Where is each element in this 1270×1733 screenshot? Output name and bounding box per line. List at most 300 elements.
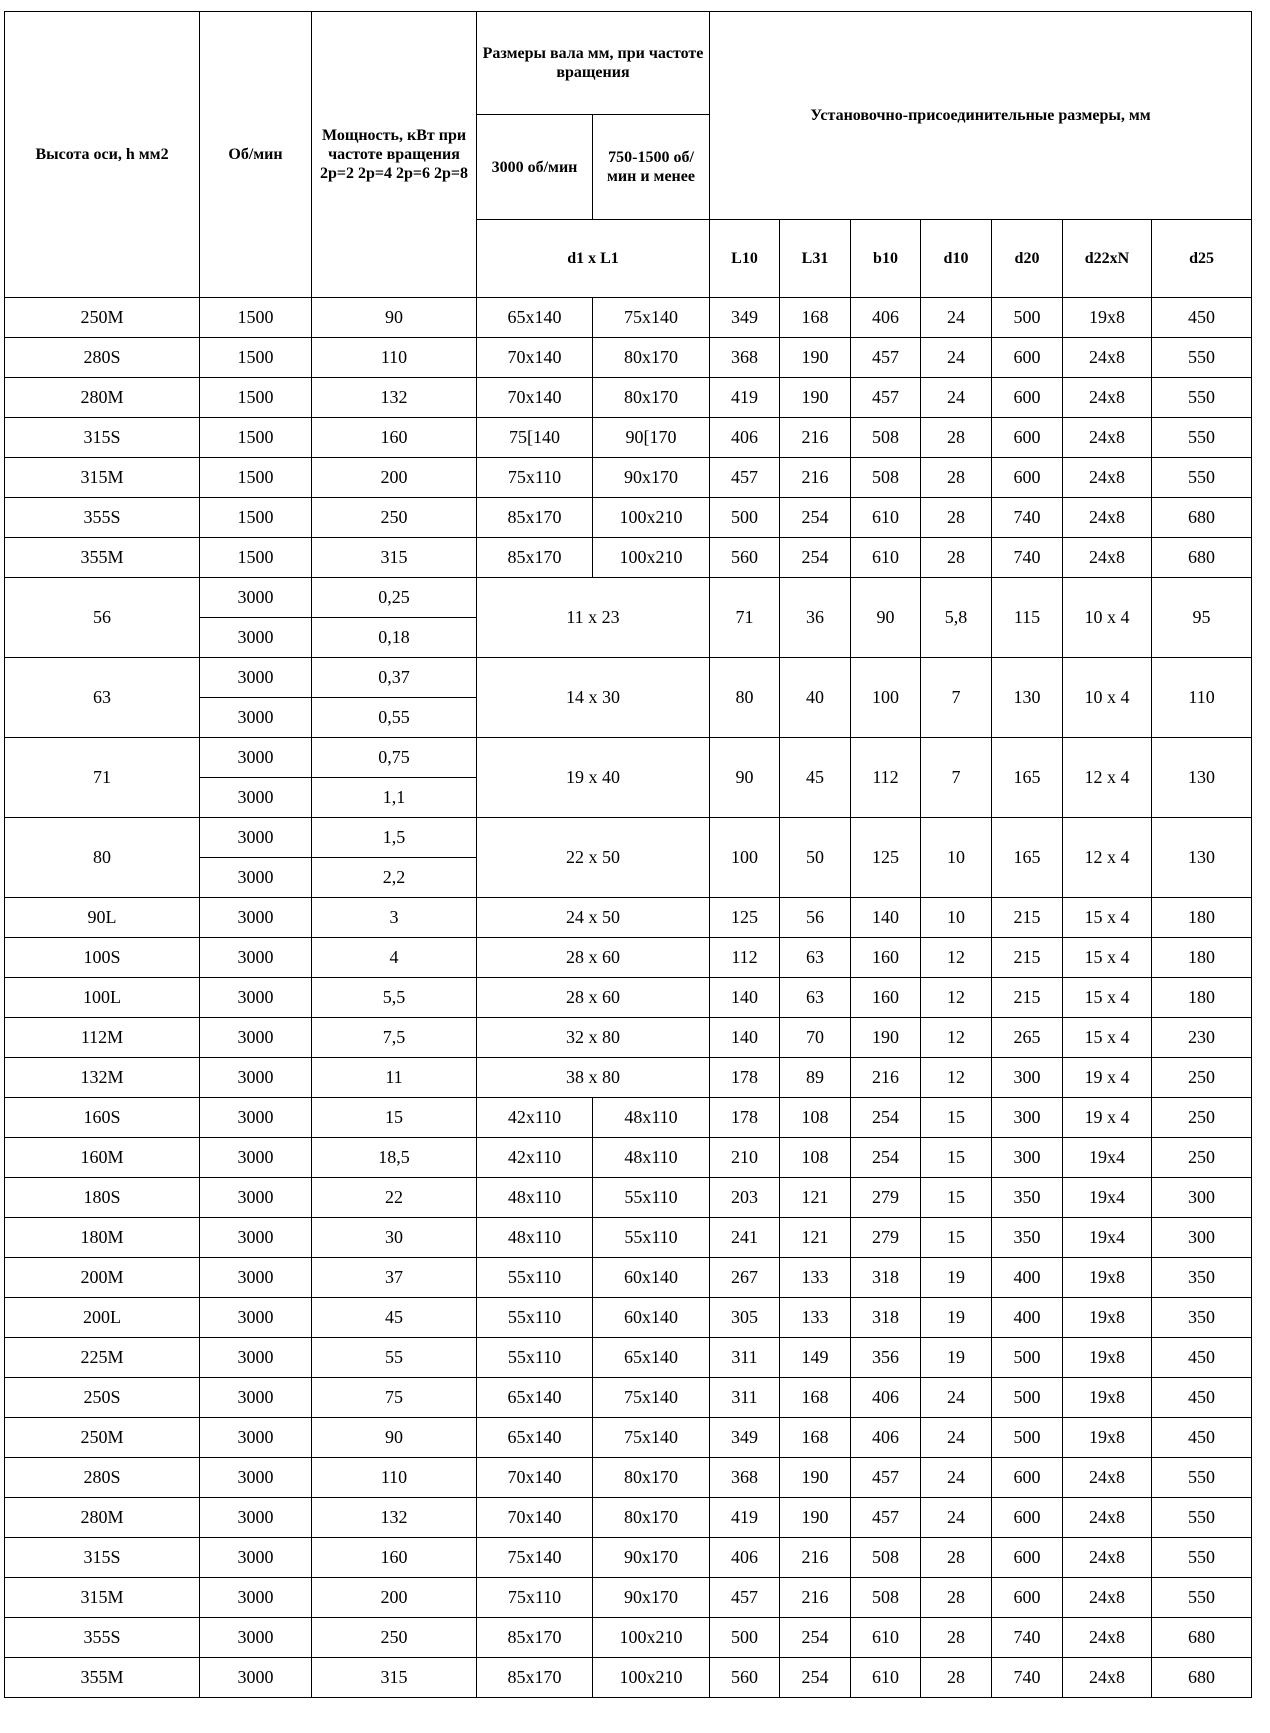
table-cell: 19x8	[1063, 1338, 1152, 1378]
table-cell: 28 x 60	[477, 978, 710, 1018]
table-cell: 19	[921, 1298, 992, 1338]
table-body	[5, 298, 1252, 1698]
table-cell: 250	[312, 498, 477, 538]
table-cell: 19 x 40	[477, 738, 710, 818]
table-cell: 15 x 4	[1063, 1018, 1152, 1058]
table-cell: 28	[921, 1618, 992, 1658]
table-row	[5, 578, 1252, 618]
table-cell: 450	[1152, 1378, 1252, 1418]
table-cell: 37	[312, 1258, 477, 1298]
table-cell: 19x8	[1063, 298, 1152, 338]
table-row	[5, 1578, 1252, 1618]
table-cell: 610	[851, 498, 921, 538]
table-cell: 100L	[5, 978, 200, 1018]
table-cell: 3000	[200, 738, 312, 778]
table-cell: 3000	[200, 1138, 312, 1178]
table-cell: 3000	[200, 818, 312, 858]
table-cell: 680	[1152, 1618, 1252, 1658]
col-l31-header: L31	[780, 220, 851, 298]
table-cell: 15	[312, 1098, 477, 1138]
table-cell: 168	[780, 1418, 851, 1458]
table-cell: 311	[710, 1378, 780, 1418]
table-cell: 60x140	[593, 1258, 710, 1298]
table-cell: 28	[921, 1578, 992, 1618]
table-cell: 230	[1152, 1018, 1252, 1058]
table-row	[5, 538, 1252, 578]
table-cell: 315	[312, 538, 477, 578]
table-cell: 200M	[5, 1258, 200, 1298]
table-cell: 165	[992, 818, 1063, 898]
table-cell: 600	[992, 458, 1063, 498]
table-cell: 90L	[5, 898, 200, 938]
table-cell: 610	[851, 538, 921, 578]
table-cell: 55x110	[593, 1218, 710, 1258]
col-rpm-header: Об/мин	[200, 12, 312, 298]
table-row	[5, 978, 1252, 1018]
table-cell: 108	[780, 1098, 851, 1138]
table-cell: 279	[851, 1218, 921, 1258]
table-cell: 12	[921, 938, 992, 978]
table-cell: 740	[992, 1618, 1063, 1658]
table-cell: 7	[921, 658, 992, 738]
table-cell: 200	[312, 458, 477, 498]
table-cell: 315	[312, 1658, 477, 1698]
table-row	[5, 338, 1252, 378]
table-cell: 350	[992, 1218, 1063, 1258]
table-cell: 305	[710, 1298, 780, 1338]
col-d25-header: d25	[1152, 220, 1252, 298]
table-cell: 3000	[200, 858, 312, 898]
table-cell: 560	[710, 538, 780, 578]
table-cell: 0,18	[312, 618, 477, 658]
table-cell: 3000	[200, 1658, 312, 1698]
table-cell: 450	[1152, 1338, 1252, 1378]
table-cell: 280S	[5, 1458, 200, 1498]
table-cell: 0,37	[312, 658, 477, 698]
table-row	[5, 1538, 1252, 1578]
table-cell: 45	[312, 1298, 477, 1338]
table-row	[5, 1138, 1252, 1178]
table-cell: 190	[780, 378, 851, 418]
table-cell: 80x170	[593, 1458, 710, 1498]
table-cell: 254	[851, 1098, 921, 1138]
table-cell: 600	[992, 1578, 1063, 1618]
table-row	[5, 498, 1252, 538]
table-cell: 200L	[5, 1298, 200, 1338]
table-cell: 100	[710, 818, 780, 898]
table-cell: 368	[710, 338, 780, 378]
table-cell: 85x170	[477, 1618, 593, 1658]
table-cell: 10	[921, 898, 992, 938]
table-cell: 100x210	[593, 1618, 710, 1658]
table-cell: 63	[780, 938, 851, 978]
table-cell: 0,25	[312, 578, 477, 618]
table-cell: 160	[312, 1538, 477, 1578]
col-shaft-750-1500-header: 750-1500 об/мин и менее	[593, 115, 710, 220]
table-cell: 140	[851, 898, 921, 938]
table-cell: 110	[312, 1458, 477, 1498]
table-cell: 18,5	[312, 1138, 477, 1178]
table-cell: 190	[780, 1498, 851, 1538]
col-d20-header: d20	[992, 220, 1063, 298]
table-cell: 15	[921, 1138, 992, 1178]
table-cell: 48x110	[477, 1178, 593, 1218]
table-cell: 24x8	[1063, 1458, 1152, 1498]
table-cell: 550	[1152, 458, 1252, 498]
table-cell: 130	[992, 658, 1063, 738]
table-cell: 3000	[200, 1458, 312, 1498]
table-row	[5, 818, 1252, 858]
motor-dimensions-sheet	[4, 11, 1251, 1698]
table-cell: 680	[1152, 498, 1252, 538]
table-cell: 24x8	[1063, 538, 1152, 578]
col-power-header: Мощность, кВт при частоте вращения 2р=2 2р=4 2р=6 2р=8	[312, 12, 477, 298]
table-cell: 7	[921, 738, 992, 818]
table-cell: 40	[780, 658, 851, 738]
table-cell: 355M	[5, 538, 200, 578]
table-cell: 15 x 4	[1063, 938, 1152, 978]
table-cell: 610	[851, 1618, 921, 1658]
table-cell: 350	[1152, 1298, 1252, 1338]
table-cell: 740	[992, 1658, 1063, 1698]
table-cell: 216	[780, 1538, 851, 1578]
table-cell: 300	[1152, 1178, 1252, 1218]
table-cell: 48x110	[593, 1138, 710, 1178]
table-cell: 180	[1152, 938, 1252, 978]
table-cell: 4	[312, 938, 477, 978]
table-cell: 80	[5, 818, 200, 898]
table-cell: 12	[921, 978, 992, 1018]
table-cell: 2,2	[312, 858, 477, 898]
table-cell: 36	[780, 578, 851, 658]
table-cell: 3000	[200, 1018, 312, 1058]
table-cell: 318	[851, 1298, 921, 1338]
table-row	[5, 1378, 1252, 1418]
table-row	[5, 938, 1252, 978]
table-cell: 3000	[200, 1298, 312, 1338]
table-cell: 24	[921, 338, 992, 378]
table-cell: 1500	[200, 418, 312, 458]
table-cell: 457	[851, 1458, 921, 1498]
table-row	[5, 898, 1252, 938]
table-cell: 28	[921, 538, 992, 578]
table-cell: 90x170	[593, 1538, 710, 1578]
table-cell: 132	[312, 1498, 477, 1538]
table-cell: 130	[1152, 818, 1252, 898]
table-row	[5, 1178, 1252, 1218]
table-cell: 11 x 23	[477, 578, 710, 658]
table-cell: 19x8	[1063, 1298, 1152, 1338]
table-cell: 250M	[5, 298, 200, 338]
col-l10-header: L10	[710, 220, 780, 298]
table-cell: 508	[851, 418, 921, 458]
table-cell: 70x140	[477, 338, 593, 378]
table-row	[5, 1218, 1252, 1258]
table-row	[5, 458, 1252, 498]
table-cell: 406	[710, 1538, 780, 1578]
col-d10-header: d10	[921, 220, 992, 298]
table-cell: 190	[780, 1458, 851, 1498]
table-cell: 133	[780, 1258, 851, 1298]
table-cell: 24x8	[1063, 458, 1152, 498]
table-cell: 600	[992, 1458, 1063, 1498]
table-cell: 508	[851, 1578, 921, 1618]
table-cell: 24	[921, 1498, 992, 1538]
table-cell: 165	[992, 738, 1063, 818]
table-cell: 3000	[200, 1418, 312, 1458]
table-cell: 100x210	[593, 538, 710, 578]
table-cell: 1500	[200, 298, 312, 338]
table-cell: 250	[1152, 1058, 1252, 1098]
table-cell: 28	[921, 498, 992, 538]
table-cell: 71	[5, 738, 200, 818]
table-cell: 355S	[5, 1618, 200, 1658]
table-cell: 5,5	[312, 978, 477, 1018]
table-cell: 80x170	[593, 338, 710, 378]
table-cell: 1500	[200, 378, 312, 418]
table-cell: 400	[992, 1258, 1063, 1298]
table-cell: 24 x 50	[477, 898, 710, 938]
table-row	[5, 1258, 1252, 1298]
table-cell: 24x8	[1063, 1538, 1152, 1578]
table-cell: 508	[851, 458, 921, 498]
table-cell: 19x8	[1063, 1378, 1152, 1418]
table-row	[5, 1498, 1252, 1538]
table-cell: 63	[780, 978, 851, 1018]
table-cell: 560	[710, 1658, 780, 1698]
table-cell: 500	[992, 298, 1063, 338]
table-cell: 42x110	[477, 1098, 593, 1138]
table-cell: 450	[1152, 1418, 1252, 1458]
table-cell: 267	[710, 1258, 780, 1298]
table-cell: 356	[851, 1338, 921, 1378]
table-cell: 550	[1152, 418, 1252, 458]
table-cell: 60x140	[593, 1298, 710, 1338]
table-cell: 215	[992, 938, 1063, 978]
table-cell: 3000	[200, 698, 312, 738]
table-cell: 216	[851, 1058, 921, 1098]
table-cell: 500	[992, 1378, 1063, 1418]
table-cell: 3000	[200, 618, 312, 658]
table-cell: 315S	[5, 418, 200, 458]
table-row	[5, 1658, 1252, 1698]
table-cell: 24x8	[1063, 378, 1152, 418]
table-cell: 100S	[5, 938, 200, 978]
table-cell: 3000	[200, 778, 312, 818]
table-cell: 5,8	[921, 578, 992, 658]
col-shaft-dimensions-header: Размеры вала мм, при частоте вращения	[477, 12, 710, 115]
table-cell: 406	[710, 418, 780, 458]
table-cell: 24x8	[1063, 1498, 1152, 1538]
table-cell: 112M	[5, 1018, 200, 1058]
table-cell: 133	[780, 1298, 851, 1338]
table-row	[5, 418, 1252, 458]
table-cell: 180	[1152, 898, 1252, 938]
table-cell: 75x140	[593, 1378, 710, 1418]
table-cell: 300	[992, 1098, 1063, 1138]
table-cell: 406	[851, 1418, 921, 1458]
table-cell: 457	[710, 458, 780, 498]
table-cell: 125	[851, 818, 921, 898]
table-cell: 95	[1152, 578, 1252, 658]
table-cell: 90	[312, 298, 477, 338]
table-row	[5, 738, 1252, 778]
table-cell: 15	[921, 1178, 992, 1218]
table-cell: 3000	[200, 938, 312, 978]
table-cell: 225M	[5, 1338, 200, 1378]
col-d1-l1-header: d1 x L1	[477, 220, 710, 298]
table-cell: 28	[921, 418, 992, 458]
table-cell: 140	[710, 978, 780, 1018]
table-cell: 406	[851, 1378, 921, 1418]
table-row	[5, 1018, 1252, 1058]
table-cell: 168	[780, 1378, 851, 1418]
table-cell: 550	[1152, 1498, 1252, 1538]
table-cell: 180M	[5, 1218, 200, 1258]
table-cell: 56	[780, 898, 851, 938]
table-cell: 85x170	[477, 498, 593, 538]
table-cell: 254	[851, 1138, 921, 1178]
table-cell: 457	[851, 338, 921, 378]
table-cell: 19x4	[1063, 1138, 1152, 1178]
table-cell: 3000	[200, 1258, 312, 1298]
table-cell: 28	[921, 1658, 992, 1698]
table-cell: 3000	[200, 1098, 312, 1138]
table-cell: 75x140	[477, 1538, 593, 1578]
table-cell: 180	[1152, 978, 1252, 1018]
table-cell: 110	[312, 338, 477, 378]
table-cell: 350	[992, 1178, 1063, 1218]
table-cell: 55x110	[477, 1338, 593, 1378]
table-cell: 600	[992, 1498, 1063, 1538]
table-cell: 3000	[200, 978, 312, 1018]
table-cell: 100	[851, 658, 921, 738]
table-cell: 38 x 80	[477, 1058, 710, 1098]
table-cell: 3000	[200, 1338, 312, 1378]
table-cell: 90	[710, 738, 780, 818]
table-cell: 680	[1152, 538, 1252, 578]
table-cell: 3000	[200, 1618, 312, 1658]
table-cell: 550	[1152, 1458, 1252, 1498]
table-cell: 11	[312, 1058, 477, 1098]
table-cell: 160	[851, 938, 921, 978]
table-cell: 3000	[200, 578, 312, 618]
table-cell: 75	[312, 1378, 477, 1418]
table-cell: 350	[1152, 1258, 1252, 1298]
table-cell: 216	[780, 458, 851, 498]
table-cell: 70x140	[477, 1498, 593, 1538]
table-cell: 1,1	[312, 778, 477, 818]
table-cell: 108	[780, 1138, 851, 1178]
table-cell: 250M	[5, 1418, 200, 1458]
table-cell: 160	[312, 418, 477, 458]
table-cell: 90[170	[593, 418, 710, 458]
table-cell: 125	[710, 898, 780, 938]
table-cell: 216	[780, 1578, 851, 1618]
table-cell: 250	[1152, 1098, 1252, 1138]
table-cell: 550	[1152, 338, 1252, 378]
table-cell: 55x110	[593, 1178, 710, 1218]
table-cell: 740	[992, 538, 1063, 578]
table-cell: 168	[780, 298, 851, 338]
table-cell: 90x170	[593, 458, 710, 498]
table-cell: 1,5	[312, 818, 477, 858]
table-row	[5, 1098, 1252, 1138]
table-cell: 508	[851, 1538, 921, 1578]
table-cell: 680	[1152, 1658, 1252, 1698]
table-cell: 400	[992, 1298, 1063, 1338]
table-cell: 19 x 4	[1063, 1058, 1152, 1098]
table-cell: 178	[710, 1058, 780, 1098]
table-cell: 550	[1152, 1578, 1252, 1618]
table-cell: 22	[312, 1178, 477, 1218]
table-cell: 500	[710, 498, 780, 538]
table-cell: 3	[312, 898, 477, 938]
table-cell: 160	[851, 978, 921, 1018]
table-cell: 610	[851, 1658, 921, 1698]
table-cell: 19 x 4	[1063, 1098, 1152, 1138]
table-cell: 75x110	[477, 458, 593, 498]
table-row	[5, 1618, 1252, 1658]
table-cell: 32 x 80	[477, 1018, 710, 1058]
table-cell: 24x8	[1063, 1618, 1152, 1658]
table-cell: 7,5	[312, 1018, 477, 1058]
table-cell: 110	[1152, 658, 1252, 738]
table-cell: 70	[780, 1018, 851, 1058]
table-cell: 457	[851, 1498, 921, 1538]
table-cell: 10 x 4	[1063, 578, 1152, 658]
table-cell: 70x140	[477, 1458, 593, 1498]
table-row	[5, 298, 1252, 338]
table-cell: 3000	[200, 898, 312, 938]
table-cell: 215	[992, 978, 1063, 1018]
table-cell: 121	[780, 1218, 851, 1258]
table-cell: 24x8	[1063, 1658, 1152, 1698]
col-d22xn-header: d22xN	[1063, 220, 1152, 298]
table-cell: 10 x 4	[1063, 658, 1152, 738]
table-cell: 500	[710, 1618, 780, 1658]
table-cell: 71	[710, 578, 780, 658]
table-cell: 19x4	[1063, 1218, 1152, 1258]
table-cell: 24x8	[1063, 338, 1152, 378]
table-cell: 355S	[5, 498, 200, 538]
motor-dimensions-table	[4, 11, 1252, 1698]
table-cell: 265	[992, 1018, 1063, 1058]
table-cell: 65x140	[477, 1418, 593, 1458]
table-cell: 65x140	[477, 1378, 593, 1418]
table-cell: 30	[312, 1218, 477, 1258]
table-cell: 280S	[5, 338, 200, 378]
table-cell: 355M	[5, 1658, 200, 1698]
table-row	[5, 1298, 1252, 1338]
table-cell: 75[140	[477, 418, 593, 458]
table-cell: 250	[1152, 1138, 1252, 1178]
table-cell: 419	[710, 1498, 780, 1538]
table-cell: 160S	[5, 1098, 200, 1138]
table-cell: 406	[851, 298, 921, 338]
table-cell: 280M	[5, 378, 200, 418]
table-cell: 300	[992, 1058, 1063, 1098]
table-cell: 349	[710, 1418, 780, 1458]
table-cell: 241	[710, 1218, 780, 1258]
table-cell: 12 x 4	[1063, 818, 1152, 898]
table-cell: 132M	[5, 1058, 200, 1098]
table-cell: 22 x 50	[477, 818, 710, 898]
table-cell: 50	[780, 818, 851, 898]
table-cell: 3000	[200, 1218, 312, 1258]
table-cell: 19x4	[1063, 1178, 1152, 1218]
table-cell: 28	[921, 1538, 992, 1578]
